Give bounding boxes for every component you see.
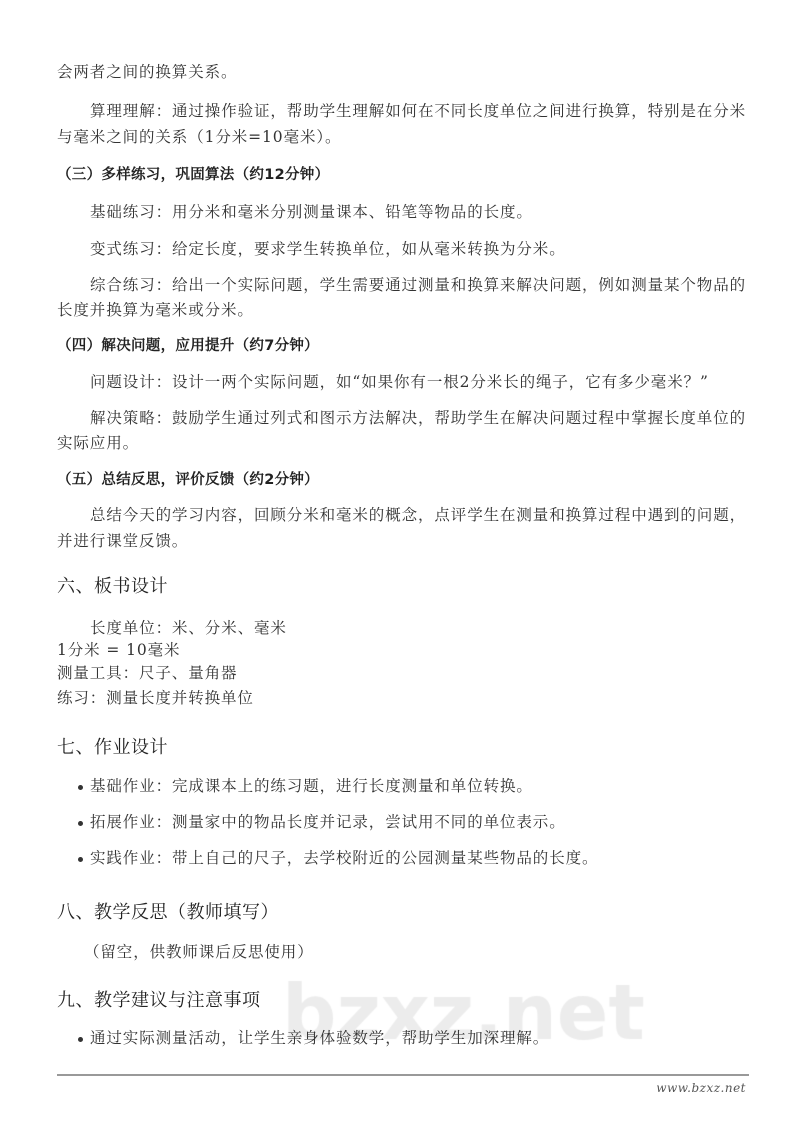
homework-item: 基础作业：完成课本上的练习题，进行长度测量和单位转换。: [90, 777, 533, 795]
paragraph-line: 算理理解：通过操作验证，帮助学生理解如何在不同长度单位之间进行换算，特别是在分米: [90, 102, 747, 120]
footer-divider: [57, 1074, 749, 1076]
paragraph-line: 综合练习：给出一个实际问题，学生需要通过测量和换算来解决问题，例如测量某个物品的: [90, 276, 747, 294]
homework-item: 实践作业：带上自己的尺子，去学校附近的公园测量某些物品的长度。: [90, 849, 599, 867]
section-heading-6: 六、板书设计: [57, 576, 168, 597]
bullet-icon: [78, 1037, 83, 1042]
paragraph-line: 长度并换算为毫米或分米。: [57, 301, 254, 319]
bullet-icon: [78, 857, 83, 862]
paragraph-line: 问题设计：设计一两个实际问题，如“如果你有一根2分米长的绳子，它有多少毫米？”: [90, 373, 709, 391]
board-line: 练习：测量长度并转换单位: [57, 689, 254, 707]
homework-item: 拓展作业：测量家中的物品长度并记录，尝试用不同的单位表示。: [90, 813, 566, 831]
paragraph-line: 基础练习：用分米和毫米分别测量课本、铅笔等物品的长度。: [90, 203, 533, 221]
bullet-icon: [78, 821, 83, 826]
board-line: 长度单位：米、分米、毫米: [90, 619, 287, 637]
paragraph-line: 变式练习：给定长度，要求学生转换单位，如从毫米转换为分米。: [90, 240, 566, 258]
paragraph-line: 会两者之间的换算关系。: [57, 63, 238, 81]
section-heading-9: 九、教学建议与注意事项: [57, 990, 261, 1011]
paragraph-line: 实际应用。: [57, 434, 140, 452]
board-line: 1分米 = 10毫米: [57, 641, 181, 659]
advice-item: 通过实际测量活动，让学生亲身体验数学，帮助学生加深理解。: [90, 1029, 550, 1047]
section-heading-8: 八、教学反思（教师填写）: [57, 902, 279, 923]
paragraph-line: 解决策略：鼓励学生通过列式和图示方法解决，帮助学生在解决问题过程中掌握长度单位的: [90, 409, 747, 427]
bullet-icon: [78, 785, 83, 790]
paragraph-line: 与毫米之间的关系（1分米=10毫米）。: [57, 128, 342, 146]
subheading-4: （四）解决问题，应用提升（约7分钟）: [57, 338, 319, 354]
section-heading-7: 七、作业设计: [57, 737, 168, 758]
footer-url: www.bzxz.net: [656, 1081, 746, 1095]
reflection-placeholder: （留空，供教师课后反思使用）: [84, 943, 314, 961]
watermark: [282, 977, 752, 1067]
paragraph-line: 总结今天的学习内容，回顾分米和毫米的概念，点评学生在测量和换算过程中遇到的问题，: [90, 506, 747, 524]
subheading-5: （五）总结反思，评价反馈（约2分钟）: [57, 472, 319, 488]
subheading-3: （三）多样练习，巩固算法（约12分钟）: [57, 167, 330, 183]
board-line: 测量工具：尺子、量角器: [57, 664, 238, 682]
paragraph-line: 并进行课堂反馈。: [57, 532, 189, 550]
